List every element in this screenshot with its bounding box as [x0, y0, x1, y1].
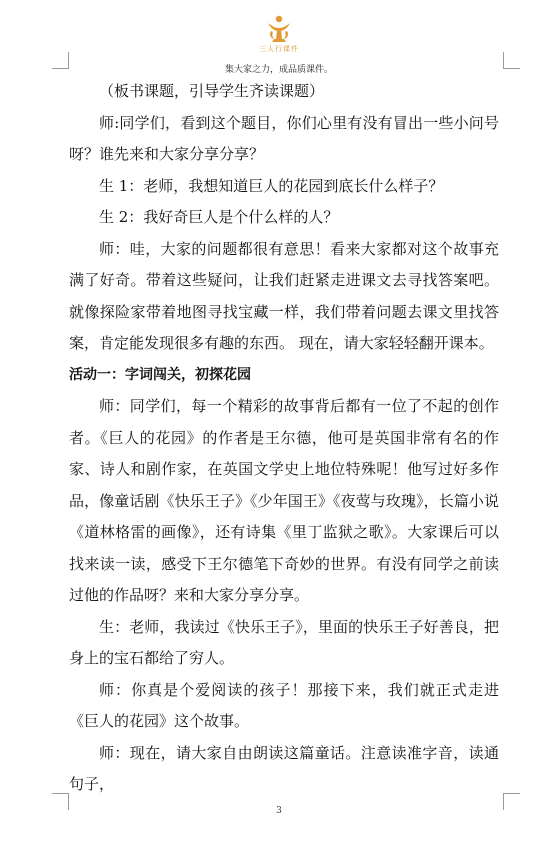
header-logo [0, 14, 558, 54]
paragraph: 生 1：老师，我想知道巨人的花园到底长什么样子？ [99, 176, 444, 195]
paragraph: 师：哇，大家的问题都很有意思！看来大家都对这个故事充满了好奇。带着这些疑问，让我们赶紧走进课文去寻找答案吧。就像探险家带着地图寻找宝藏一样，我们带着问题去课文里找答案，肯定能发现很多有趣的东西。 现在，请大家轻轻翻开课本。 [69, 239, 499, 352]
logo-text: 三人行课件 [259, 45, 299, 53]
paragraph: 生 2：我好奇巨人是个什么样的人？ [99, 208, 339, 226]
paragraph: 生：老师，我读过《快乐王子》，里面的快乐王子好善良，把身上的宝石都给了穷人。 [69, 617, 499, 667]
header-slogan: 集大家之力，成品质课件。 [224, 65, 333, 75]
paragraph: 师：你真是个爱阅读的孩子！那接下来，我们就正式走进《巨人的花园》这个故事。 [69, 680, 499, 730]
document-body [69, 76, 499, 801]
logo-icon [262, 14, 296, 44]
page-number: 3 [276, 806, 282, 816]
section-heading: 活动一：字词闯关，初探花园 [69, 366, 251, 383]
paragraph: 师：现在，请大家自由朗读这篇童话。注意读准字音，读通句子， [69, 743, 499, 793]
paragraph: 师:同学们，看到这个题目，你们心里有没有冒出一些小问号呀？谁先来和大家分享分享？ [69, 113, 499, 163]
paragraph: （板书课题，引导学生齐读课题） [99, 82, 325, 100]
paragraph: 师：同学们，每一个精彩的故事背后都有一位了不起的创作者。《巨人的花园》的作者是王尔德，他可是英国非常有名的作家、诗人和剧作家，在英国文学史上地位特殊呢！他写过好多作品，像童话剧《快乐王子》《少年国王》《夜莺与玫瑰》，长篇小说《道林格雷的画像》，还有诗集《里丁监狱之歌》。大家课后可以找来读一读，感受下王尔德笔下奇妙的世界。有没有同学之前读过他的作品呀？来和大家分享分享。 [69, 397, 499, 604]
